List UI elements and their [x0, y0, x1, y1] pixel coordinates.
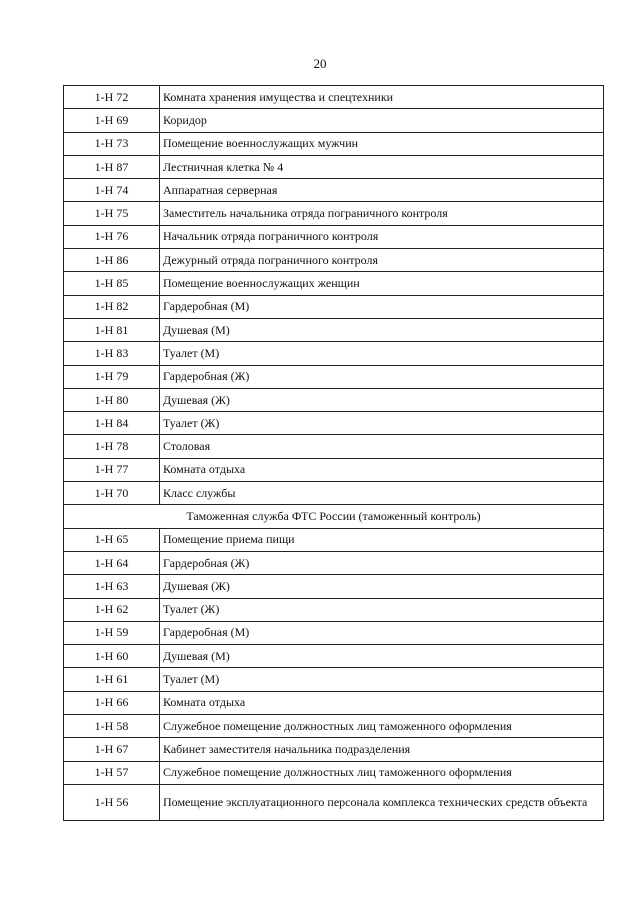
- table-row: [64, 272, 604, 295]
- room-code-cell: 1-Н 76: [64, 225, 160, 248]
- room-name-cell: Туалет (М): [160, 668, 604, 691]
- room-code-cell: 1-Н 65: [64, 528, 160, 551]
- table-row: [64, 528, 604, 551]
- room-code-cell: 1-Н 84: [64, 412, 160, 435]
- room-code-cell: 1-Н 56: [64, 784, 160, 820]
- room-code-cell: 1-Н 69: [64, 109, 160, 132]
- table-row: [64, 86, 604, 109]
- room-name-cell: Служебное помещение должностных лиц таможенного оформления: [160, 761, 604, 784]
- page-number: 20: [313, 56, 327, 71]
- room-code-cell: 1-Н 82: [64, 295, 160, 318]
- table-row: [64, 715, 604, 738]
- section-heading: Таможенная служба ФТС России (таможенный контроль): [64, 505, 604, 528]
- table-row: [64, 295, 604, 318]
- table-row: [64, 202, 604, 225]
- room-name-cell: Гардеробная (М): [160, 295, 604, 318]
- room-code-cell: 1-Н 60: [64, 645, 160, 668]
- room-code-cell: 1-Н 72: [64, 86, 160, 109]
- table-row: [64, 621, 604, 644]
- table-row: [64, 645, 604, 668]
- table-row: [64, 691, 604, 714]
- room-name-cell: Помещение военнослужащих мужчин: [160, 132, 604, 155]
- room-code-cell: 1-Н 62: [64, 598, 160, 621]
- table-row: [64, 575, 604, 598]
- table-row: [64, 109, 604, 132]
- table-row: [64, 435, 604, 458]
- room-name-cell: Помещение военнослужащих женщин: [160, 272, 604, 295]
- room-code-cell: 1-Н 64: [64, 551, 160, 574]
- table-row: [64, 342, 604, 365]
- room-code-cell: 1-Н 73: [64, 132, 160, 155]
- room-name-cell: Душевая (Ж): [160, 388, 604, 411]
- table-row: [64, 155, 604, 178]
- table-row: [64, 761, 604, 784]
- room-code-cell: 1-Н 81: [64, 318, 160, 341]
- room-code-cell: 1-Н 61: [64, 668, 160, 691]
- room-code-cell: 1-Н 59: [64, 621, 160, 644]
- table-row: [64, 365, 604, 388]
- room-code-cell: 1-Н 87: [64, 155, 160, 178]
- room-name-cell: Кабинет заместителя начальника подразделения: [160, 738, 604, 761]
- room-code-cell: 1-Н 86: [64, 249, 160, 272]
- room-name-cell: Коридор: [160, 109, 604, 132]
- table-row: [64, 738, 604, 761]
- table-row: [64, 784, 604, 820]
- room-name-cell: Дежурный отряда пограничного контроля: [160, 249, 604, 272]
- table-row: [64, 668, 604, 691]
- room-name-cell: Туалет (Ж): [160, 412, 604, 435]
- room-name-cell: Душевая (Ж): [160, 575, 604, 598]
- room-code-cell: 1-Н 67: [64, 738, 160, 761]
- room-name-cell: Комната хранения имущества и спецтехники: [160, 86, 604, 109]
- table-row: [64, 458, 604, 481]
- room-name-cell: Столовая: [160, 435, 604, 458]
- table-row: [64, 132, 604, 155]
- room-name-cell: Лестничная клетка № 4: [160, 155, 604, 178]
- table-row: [64, 388, 604, 411]
- rooms-table-body: [64, 86, 604, 821]
- table-row: [64, 179, 604, 202]
- room-code-cell: 1-Н 79: [64, 365, 160, 388]
- section-heading-row: [64, 505, 604, 528]
- room-code-cell: 1-Н 78: [64, 435, 160, 458]
- rooms-table: [63, 85, 604, 821]
- room-code-cell: 1-Н 74: [64, 179, 160, 202]
- room-name-cell: Начальник отряда пограничного контроля: [160, 225, 604, 248]
- room-code-cell: 1-Н 58: [64, 715, 160, 738]
- room-name-cell: Помещение приема пищи: [160, 528, 604, 551]
- room-name-cell: Гардеробная (Ж): [160, 365, 604, 388]
- room-name-cell: Помещение эксплуатационного персонала комплекса технических средств объекта: [160, 784, 604, 820]
- room-name-cell: Класс службы: [160, 482, 604, 505]
- table-row: [64, 225, 604, 248]
- room-name-cell: Комната отдыха: [160, 458, 604, 481]
- room-code-cell: 1-Н 83: [64, 342, 160, 365]
- table-row: [64, 318, 604, 341]
- room-code-cell: 1-Н 77: [64, 458, 160, 481]
- room-name-cell: Туалет (Ж): [160, 598, 604, 621]
- room-code-cell: 1-Н 66: [64, 691, 160, 714]
- table-row: [64, 598, 604, 621]
- room-code-cell: 1-Н 85: [64, 272, 160, 295]
- room-name-cell: Служебное помещение должностных лиц таможенного оформления: [160, 715, 604, 738]
- room-code-cell: 1-Н 70: [64, 482, 160, 505]
- room-name-cell: Заместитель начальника отряда пограничного контроля: [160, 202, 604, 225]
- table-row: [64, 249, 604, 272]
- room-name-cell: Туалет (М): [160, 342, 604, 365]
- room-code-cell: 1-Н 75: [64, 202, 160, 225]
- room-code-cell: 1-Н 63: [64, 575, 160, 598]
- room-code-cell: 1-Н 57: [64, 761, 160, 784]
- room-name-cell: Душевая (М): [160, 318, 604, 341]
- table-row: [64, 551, 604, 574]
- room-name-cell: Гардеробная (Ж): [160, 551, 604, 574]
- room-name-cell: Комната отдыха: [160, 691, 604, 714]
- table-row: [64, 412, 604, 435]
- room-name-cell: Гардеробная (М): [160, 621, 604, 644]
- room-name-cell: Аппаратная серверная: [160, 179, 604, 202]
- room-code-cell: 1-Н 80: [64, 388, 160, 411]
- room-name-cell: Душевая (М): [160, 645, 604, 668]
- table-row: [64, 482, 604, 505]
